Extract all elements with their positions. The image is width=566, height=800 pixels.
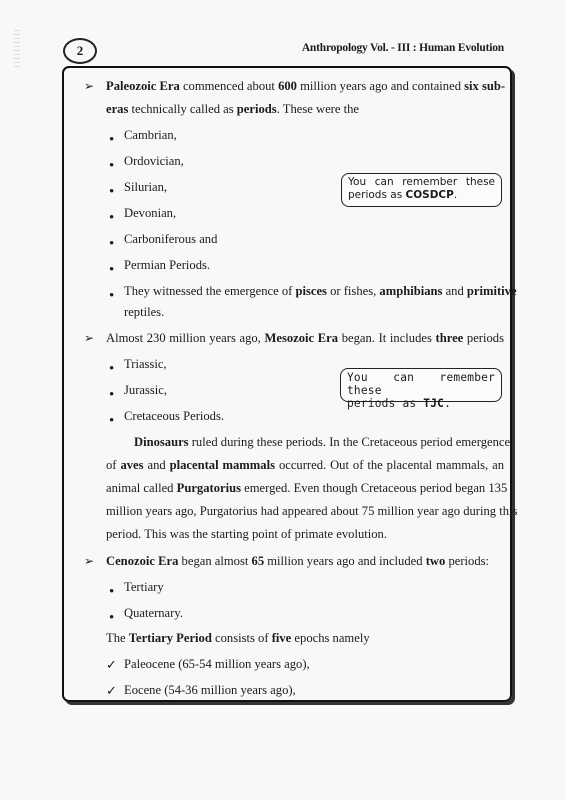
mnemonic-note-cosdcp — [341, 173, 502, 207]
checkmark-icon: ✓ — [106, 657, 117, 672]
cenozoic-line: Cenozoic Era began almost 65 million years ago and included two periods: — [106, 554, 490, 568]
period-item: Carboniferous and — [124, 232, 218, 246]
period-item: Tertiary — [124, 580, 164, 594]
period-item: Permian Periods. — [124, 258, 211, 272]
paleozoic-line-1: Paleozoic Era commenced about 600 million years ago and contained six sub- — [106, 79, 506, 93]
dinosaurs-line-3: animal called Purgatorius emerged. Even though Cretaceous period began 135 — [106, 481, 508, 495]
emergence-line-1: They witnessed the emergence of pisces or fishes, amphibians and primitive — [124, 284, 517, 298]
epoch-item: Eocene (54-36 million years ago), — [124, 683, 296, 697]
page-number: 2 — [63, 38, 97, 64]
arrow-bullet-icon: ➢ — [84, 79, 95, 93]
arrow-bullet-icon: ➢ — [84, 331, 95, 345]
checkmark-icon: ✓ — [106, 683, 117, 698]
bullet-icon: • — [109, 584, 115, 600]
bullet-icon: • — [109, 210, 115, 226]
emergence-line-2: reptiles. — [124, 305, 165, 319]
period-item: Triassic, — [124, 357, 167, 371]
bullet-icon: • — [109, 387, 115, 403]
dinosaurs-line-2: of aves and placental mammals occurred. Out of the placental mammals, an — [106, 458, 505, 472]
dinosaurs-line-4: million years ago, Purgatorius had appeared about 75 million year ago during this — [106, 504, 518, 518]
bullet-icon: • — [109, 413, 115, 429]
bullet-icon: • — [109, 262, 115, 278]
bullet-icon: • — [109, 184, 115, 200]
period-item: Devonian, — [124, 206, 177, 220]
bullet-icon: • — [109, 610, 115, 626]
note-line-1: You can remember these — [347, 371, 495, 397]
scan-edge-marks — [14, 30, 20, 70]
bullet-icon: • — [109, 236, 115, 252]
bullet-icon: • — [109, 158, 115, 174]
bullet-icon: • — [109, 288, 115, 304]
note-line-1: You can remember these — [348, 176, 495, 188]
paleozoic-line-2: eras technically called as periods. These were the — [106, 102, 359, 116]
bullet-icon: • — [109, 132, 115, 148]
tertiary-line: The Tertiary Period consists of five epochs namely — [106, 631, 370, 645]
period-item: Quaternary. — [124, 606, 183, 620]
arrow-bullet-icon: ➢ — [84, 554, 95, 568]
bullet-icon: • — [109, 361, 115, 377]
period-item: Jurassic, — [124, 383, 168, 397]
dinosaurs-line-1: Dinosaurs ruled during these periods. In the Cretaceous period emergence — [134, 435, 511, 449]
period-item: Ordovician, — [124, 154, 184, 168]
epoch-item: Paleocene (65-54 million years ago), — [124, 657, 310, 671]
period-item: Cambrian, — [124, 128, 177, 142]
note-line-2: periods as COSDCP. — [348, 189, 458, 201]
mnemonic-note-tjc — [340, 368, 502, 410]
dinosaurs-line-5: period. This was the starting point of primate evolution. — [106, 527, 387, 541]
note-line-2: periods as TJC. — [347, 397, 452, 410]
period-item: Cretaceous Periods. — [124, 409, 225, 423]
running-header: Anthropology Vol. - III : Human Evolution — [301, 42, 504, 54]
period-item: Silurian, — [124, 180, 168, 194]
mesozoic-line: Almost 230 million years ago, Mesozoic Era began. It includes three periods — [106, 331, 504, 345]
